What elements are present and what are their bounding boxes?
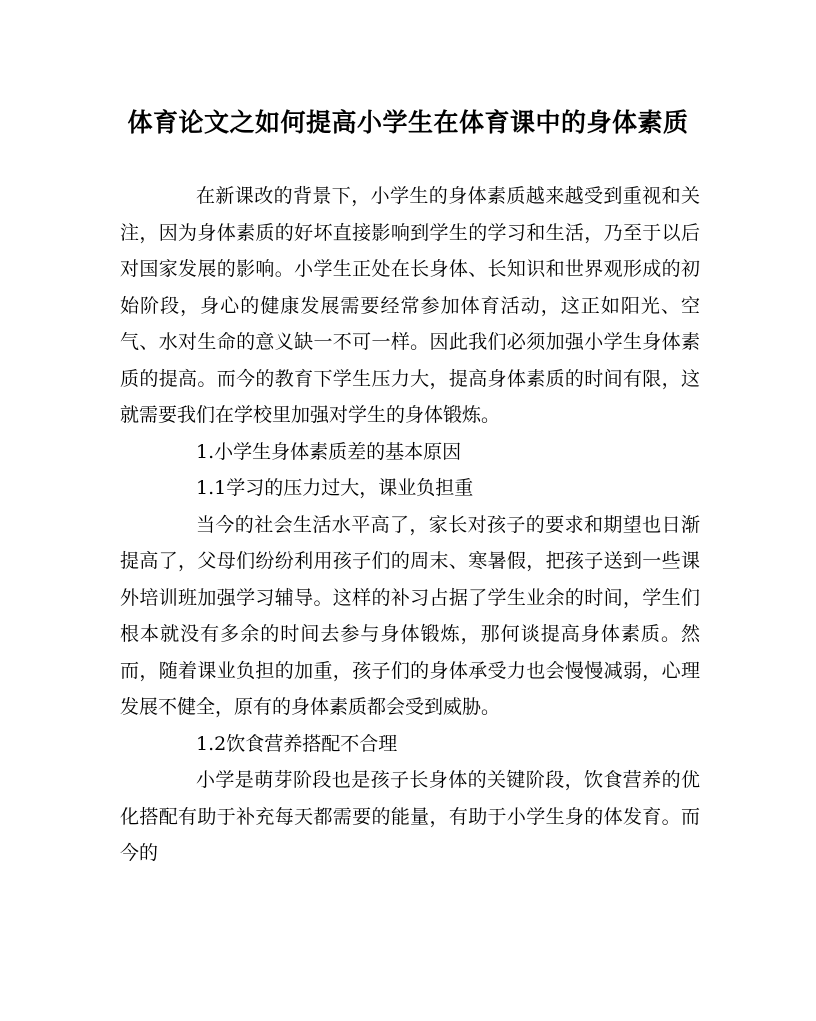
subsection-heading-1-2: 1.2饮食营养搭配不合理 <box>196 732 398 755</box>
document-title: 体育论文之如何提高小学生在体育课中的身体素质 <box>127 108 689 137</box>
section-heading-1: 1.小学生身体素质差的基本原因 <box>196 440 462 463</box>
paragraph-1-1: 当今的社会生活水平高了，家长对孩子的要求和期望也日渐提高了，父母们纷纷利用孩子们的周末、寒暑假，把孩子送到一些课外培训班加强学习辅导。这样的补习占据了学生业余的时间，学生们根本就没有多余的时间去参与身体锻炼，那何谈提高身体素质。然而，随着课业负担的加重，孩子们的身体承受力也会慢慢减弱，心理发展不健全，原有的身体素质都会受到威胁。 <box>120 513 700 718</box>
intro-paragraph: 在新课改的背景下，小学生的身体素质越来越受到重视和关注，因为身体素质的好坏直接影响到学生的学习和生活，乃至于以后对国家发展的影响。小学生正处在长身体、长知识和世界观形成的初始阶段，身心的健康发展需要经常参加体育活动，这正如阳光、空气、水对生命的意义缺一不可一样。因此我们必须加强小学生身体素质的提高。而今的教育下学生压力大，提高身体素质的时间有限，这就需要我们在学校里加强对学生的身体锻炼。 <box>120 185 700 426</box>
document-body <box>120 178 700 872</box>
subsection-heading-1-1: 1.1学习的压力过大，课业负担重 <box>196 477 474 499</box>
paragraph-1-2: 小学是萌芽阶段也是孩子长身体的关键阶段，饮食营养的优化搭配有助于补充每天都需要的能量，有助于小学生身的体发育。而今的 <box>120 769 700 864</box>
